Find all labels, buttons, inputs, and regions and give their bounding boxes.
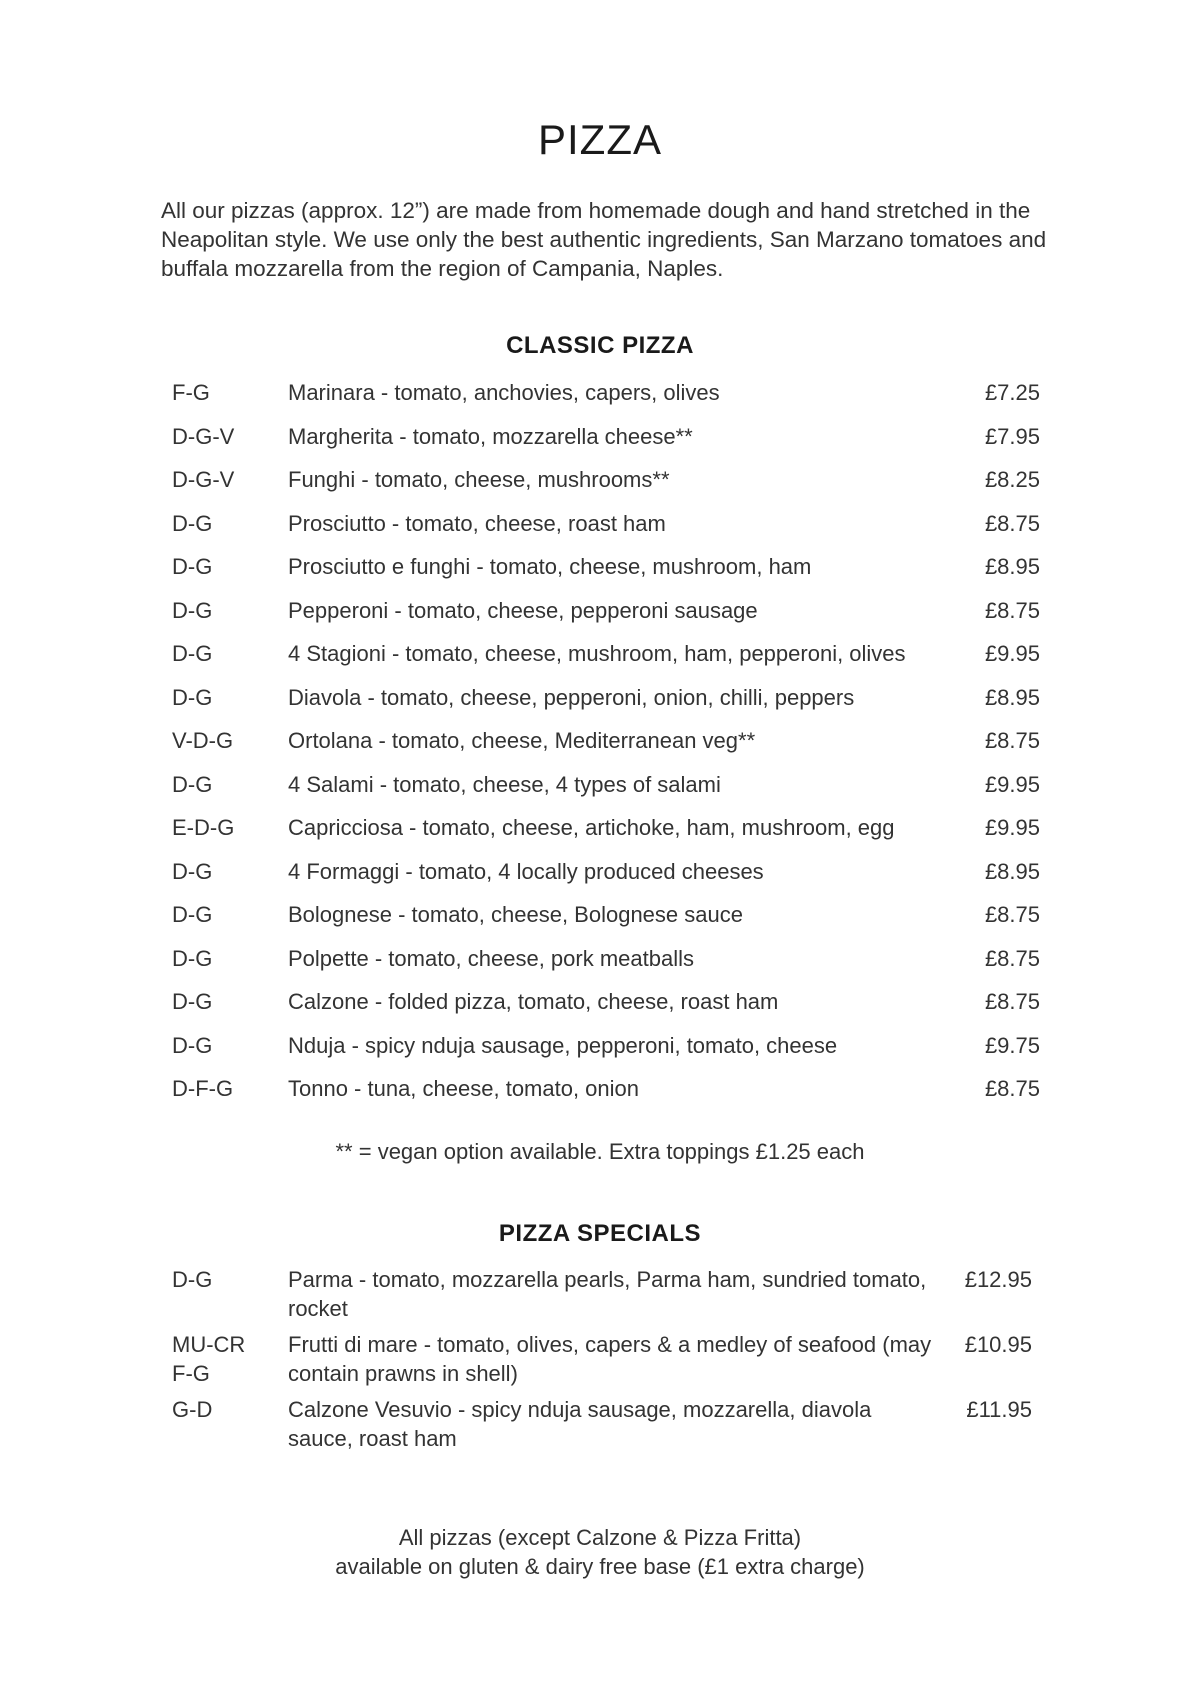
allergen-code: D-G xyxy=(172,597,213,623)
item-price: £8.75 xyxy=(984,728,1040,753)
allergen-code: D-G xyxy=(172,1267,213,1292)
item-price: £8.95 xyxy=(984,858,1040,884)
allergen-code: D-G xyxy=(172,684,213,710)
item-price: £8.75 xyxy=(984,902,1040,927)
item-price: £9.95 xyxy=(984,641,1040,666)
intro-paragraph: All our pizzas (approx. 12”) are made from homemade dough and hand stretched in the Neapolitan style. We use only the best authentic ingredients, San Marzano tomatoes and buffala mozzarella from the region of Campania, Naples. xyxy=(161,198,1047,281)
footer-note-line2: available on gluten & dairy free base (£1 extra charge) xyxy=(335,1554,865,1579)
item-price: £10.95 xyxy=(964,1332,1032,1357)
item-price: £8.75 xyxy=(984,989,1040,1014)
item-description: Prosciutto - tomato, cheese, roast ham xyxy=(288,510,666,536)
allergen-code: D-G xyxy=(172,554,213,579)
item-description: 4 Salami - tomato, cheese, 4 types of salami xyxy=(288,771,721,797)
item-description: Parma - tomato, mozzarella pearls, Parma ham, sundried tomato, rocket xyxy=(288,1267,927,1321)
item-description: Ortolana - tomato, cheese, Mediterranean veg** xyxy=(288,728,756,753)
item-price: £9.95 xyxy=(984,815,1040,840)
item-price: £8.75 xyxy=(984,945,1040,971)
item-description: Margherita - tomato, mozzarella cheese** xyxy=(288,423,693,449)
item-price: £9.75 xyxy=(984,1032,1040,1058)
allergen-code: D-F-G xyxy=(172,1076,234,1101)
item-price: £8.95 xyxy=(984,684,1040,710)
item-description: Tonno - tuna, cheese, tomato, onion xyxy=(288,1076,640,1101)
allergen-code: G-D xyxy=(172,1397,213,1422)
allergen-code: MU-CR F-G xyxy=(172,1332,246,1386)
item-price: £8.25 xyxy=(984,467,1040,492)
item-description: Bolognese - tomato, cheese, Bolognese sauce xyxy=(288,902,743,927)
allergen-code: D-G xyxy=(172,1032,213,1058)
allergen-code: D-G xyxy=(172,510,213,536)
item-description: Diavola - tomato, cheese, pepperoni, onion, chilli, peppers xyxy=(288,684,855,710)
allergen-code: D-G xyxy=(172,641,213,666)
item-price: £8.95 xyxy=(984,554,1040,579)
item-description: Prosciutto e funghi - tomato, cheese, mushroom, ham xyxy=(288,554,812,579)
item-description: Frutti di mare - tomato, olives, capers & a medley of seafood (may contain prawns in shell) xyxy=(288,1332,932,1386)
item-description: Marinara - tomato, anchovies, capers, olives xyxy=(288,380,720,405)
item-description: Funghi - tomato, cheese, mushrooms** xyxy=(288,467,670,492)
item-price: £7.95 xyxy=(984,423,1040,449)
allergen-code: F-G xyxy=(172,380,210,405)
page-title: PIZZA xyxy=(537,116,662,163)
allergen-code: D-G xyxy=(172,771,213,797)
item-price: £9.95 xyxy=(984,771,1040,797)
item-description: 4 Formaggi - tomato, 4 locally produced cheeses xyxy=(288,858,764,884)
item-price: £8.75 xyxy=(984,1076,1040,1101)
item-description: 4 Stagioni - tomato, cheese, mushroom, ham, pepperoni, olives xyxy=(288,641,906,666)
item-description: Calzone - folded pizza, tomato, cheese, roast ham xyxy=(288,989,779,1014)
item-description: Nduja - spicy nduja sausage, pepperoni, tomato, cheese xyxy=(288,1032,838,1058)
allergen-code: D-G xyxy=(172,902,213,927)
item-price: £7.25 xyxy=(984,380,1040,405)
allergen-code: D-G xyxy=(172,945,213,971)
item-price: £8.75 xyxy=(984,510,1040,536)
footer-note-line1: All pizzas (except Calzone & Pizza Fritta) xyxy=(398,1525,802,1550)
allergen-code: V-D-G xyxy=(172,728,234,753)
classic-pizza-heading: CLASSIC PIZZA xyxy=(506,332,694,359)
allergen-code: E-D-G xyxy=(172,815,235,840)
item-price: £11.95 xyxy=(966,1397,1032,1422)
allergen-code: D-G-V xyxy=(172,423,235,449)
vegan-note: ** = vegan option available. Extra toppings £1.25 each xyxy=(335,1139,865,1164)
item-price: £8.75 xyxy=(984,597,1040,623)
item-description: Pepperoni - tomato, cheese, pepperoni sausage xyxy=(288,597,758,623)
item-description: Capricciosa - tomato, cheese, artichoke, ham, mushroom, egg xyxy=(288,815,895,840)
item-description: Polpette - tomato, cheese, pork meatballs xyxy=(288,945,694,971)
allergen-code: D-G xyxy=(172,989,213,1014)
pizza-specials-heading: PIZZA SPECIALS xyxy=(498,1220,702,1247)
allergen-code: D-G xyxy=(172,858,213,884)
item-description: Calzone Vesuvio - spicy nduja sausage, mozzarella, diavola sauce, roast ham xyxy=(288,1397,872,1451)
item-price: £12.95 xyxy=(964,1267,1032,1292)
allergen-code: D-G-V xyxy=(172,467,235,492)
